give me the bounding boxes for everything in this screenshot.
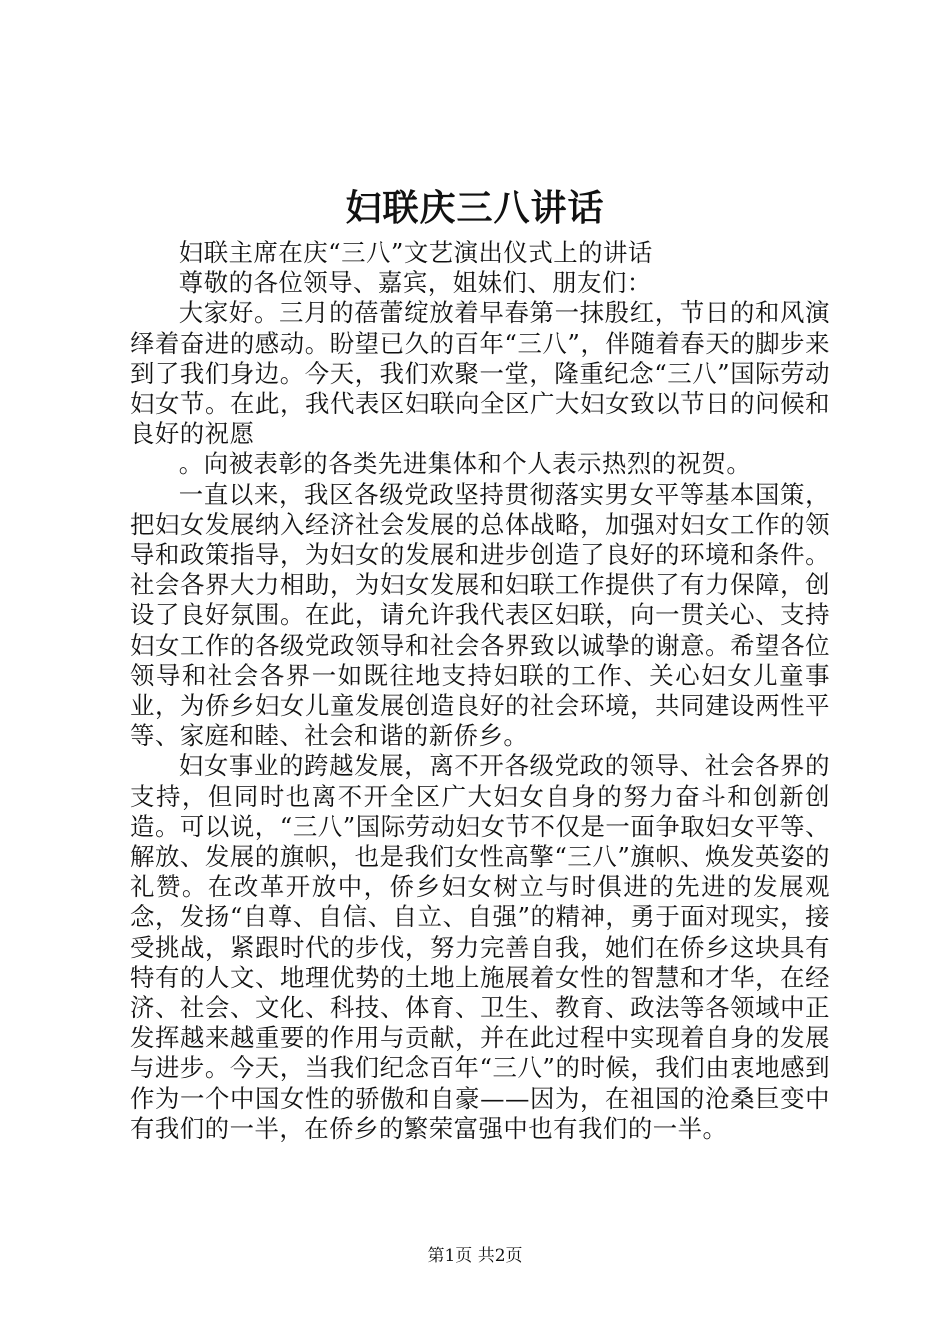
page-number-footer: 第1页 共2页 [427,1246,523,1266]
document-body [130,238,830,1144]
paragraph-salutation: 尊敬的各位领导、嘉宾，姐妹们、朋友们： [178,268,652,298]
paragraph-greeting: 大家好。三月的蓓蕾绽放着早春第一抹殷红，节日的和风演绎着奋进的感动。盼望已久的百年“三八”，伴随着春天的脚步来到了我们身边。今天，我们欢聚一堂，隆重纪念“三八”国际劳动妇女节。在此，我代表区妇联向全区广大妇女致以节日的问候和良好的祝愿 [130,298,830,449]
paragraph-development: 妇女事业的跨越发展，离不开各级党政的领导、社会各界的支持，但同时也离不开全区广大妇女自身的努力奋斗和创新创造。可以说，“三八”国际劳动妇女节不仅是一面争取妇女平等、解放、发展的旗帜，也是我们女性高擎“三八”旗帜、焕发英姿的礼赞。在改革开放中，侨乡妇女树立与时俱进的先进的发展观念，发扬“自尊、自信、自立、自强”的精神，勇于面对现实，接受挑战，紧跟时代的步伐，努力完善自我，她们在侨乡这块具有特有的人文、地理优势的土地上施展着女性的智慧和才华，在经济、社会、文化、科技、体育、卫生、教育、政法等各领域中正发挥越来越重要的作用与贡献，并在此过程中实现着自身的发展与进步。今天，当我们纪念百年“三八”的时候，我们由衷地感到作为一个中国女性的骄傲和自豪——因为，在祖国的沧桑巨变中有我们的一半，在侨乡的繁荣富强中也有我们的一半。 [130,751,830,1143]
paragraph-congratulation: 。向被表彰的各类先进集体和个人表示热烈的祝贺。 [178,449,752,479]
paragraph-support: 一直以来，我区各级党政坚持贯彻落实男女平等基本国策，把妇女发展纳入经济社会发展的总体战略，加强对妇女工作的领导和政策指导，为妇女的发展和进步创造了良好的环境和条件。社会各界大力相助，为妇女发展和妇联工作提供了有力保障，创设了良好氛围。在此，请允许我代表区妇联，向一贯关心、支持妇女工作的各级党政领导和社会各界致以诚挚的谢意。希望各位领导和社会各界一如既往地支持妇联的工作、关心妇女儿童事业，为侨乡妇女儿童发展创造良好的社会环境，共同建设两性平等、家庭和睦、社会和谐的新侨乡。 [130,479,830,751]
document-title: 妇联庆三八讲话 [345,187,605,229]
paragraph-subtitle: 妇联主席在庆“三八”文艺演出仪式上的讲话 [178,238,653,267]
